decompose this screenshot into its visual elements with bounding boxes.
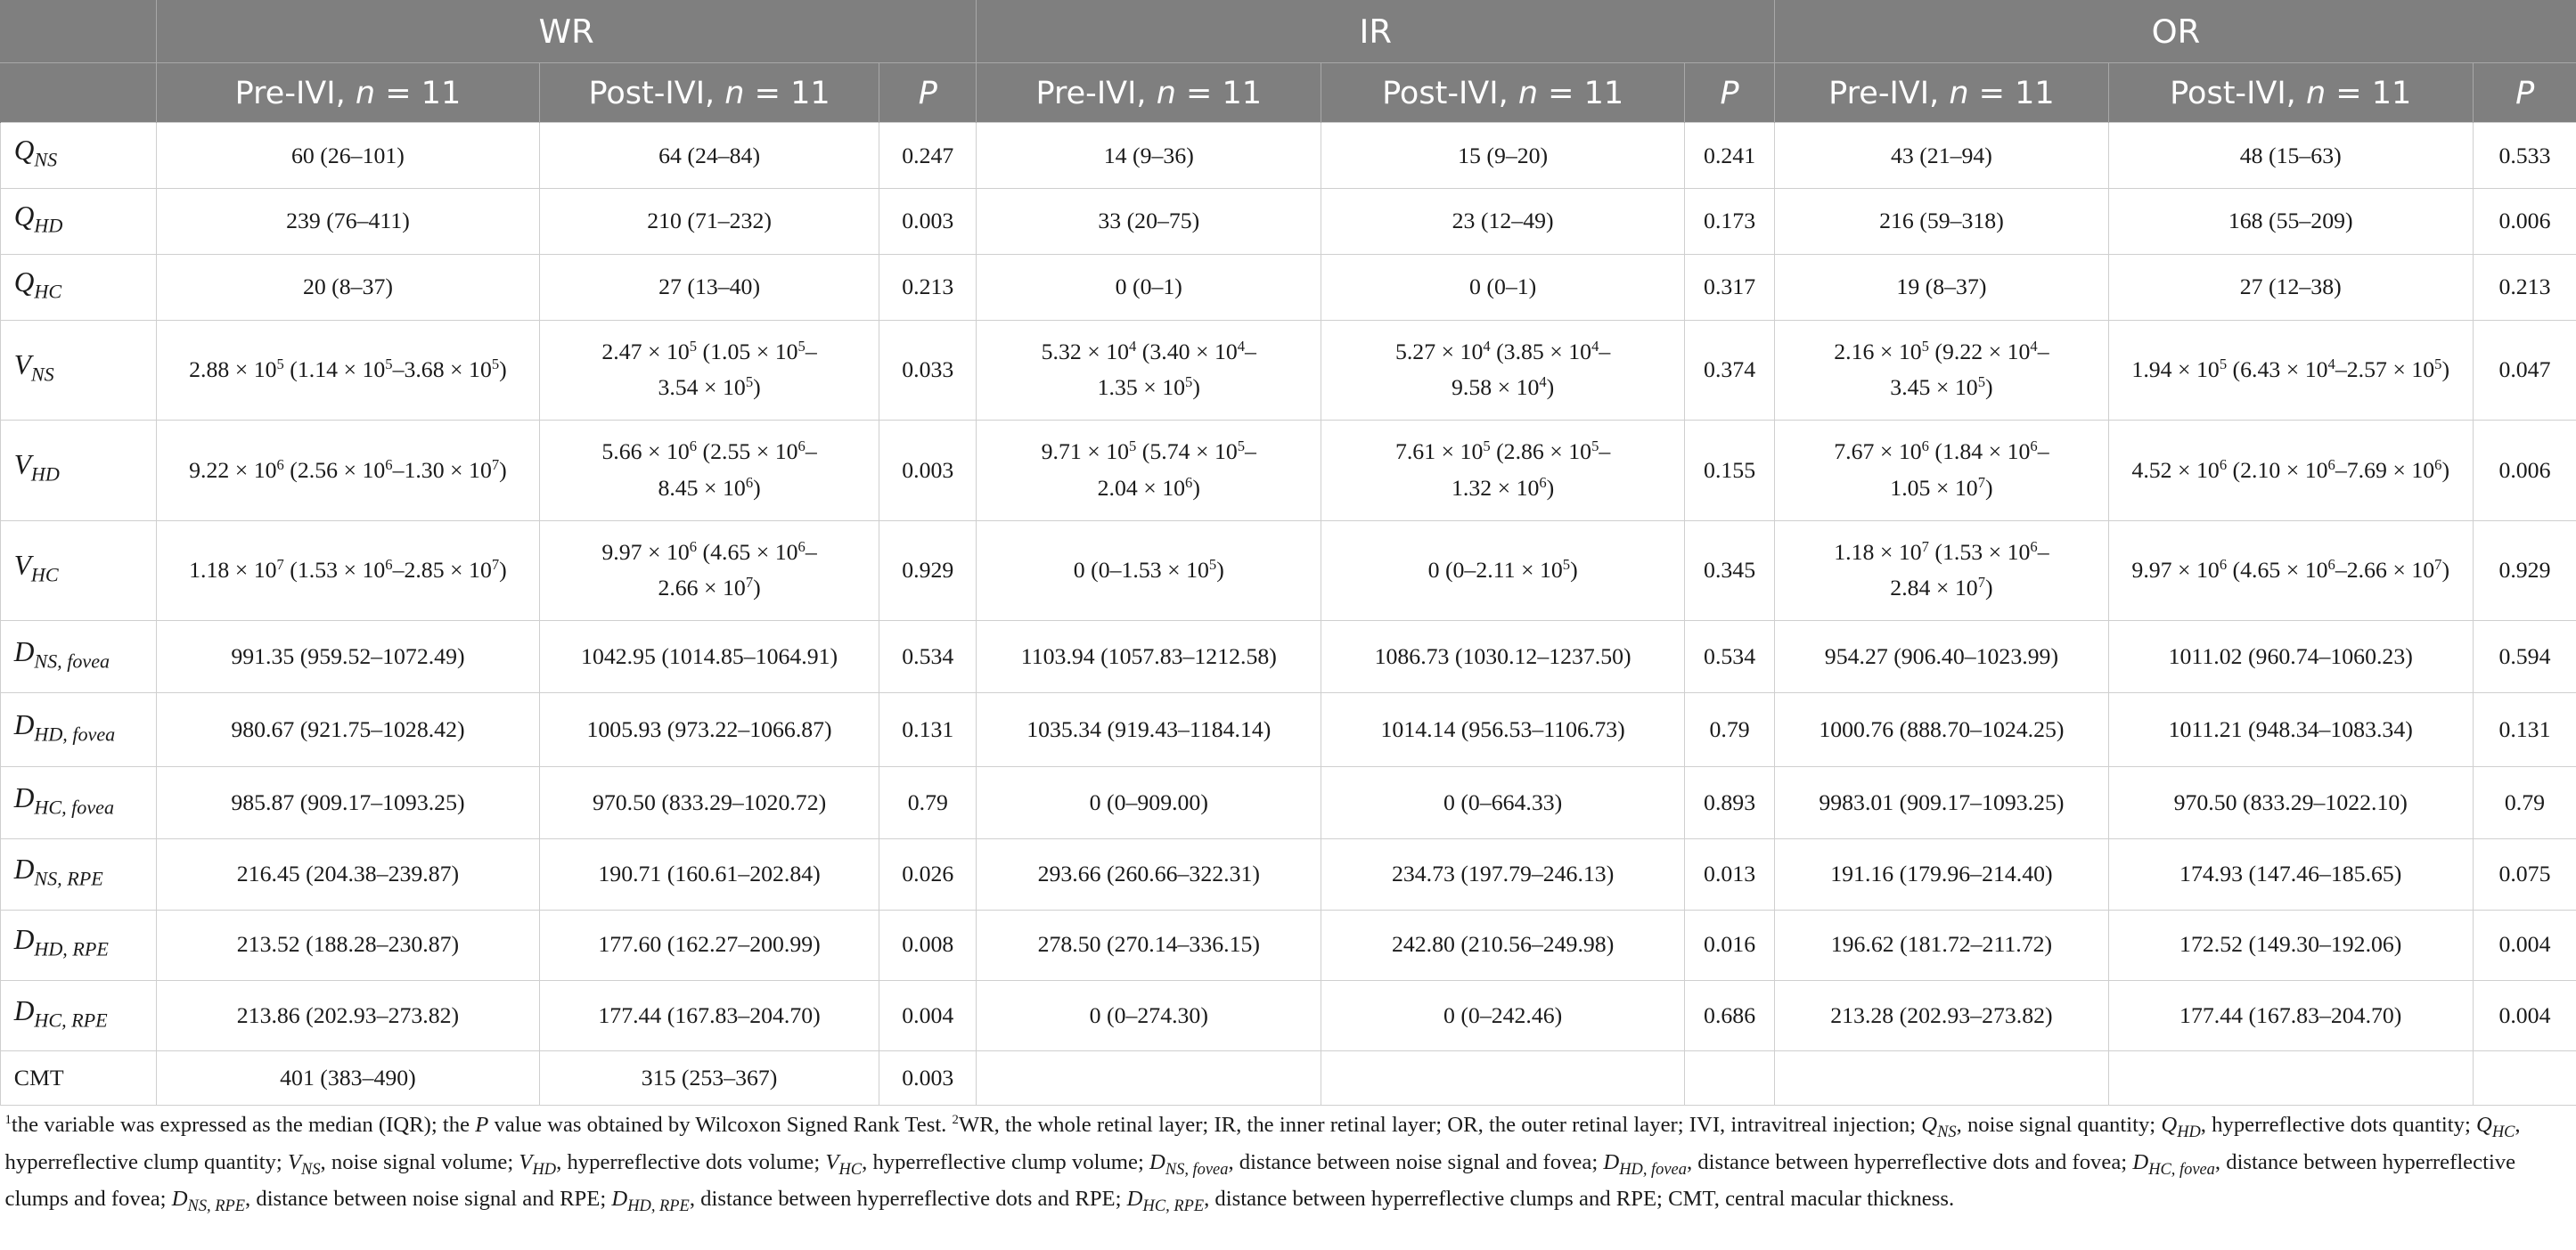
value-cell: 33 (20–75) (977, 189, 1321, 255)
p-value-cell (1684, 1051, 1774, 1106)
footnote-text: the variable was expressed as the median (IQR); the (11, 1113, 476, 1138)
value-cell: 20 (8–37) (157, 254, 540, 320)
value-cell: 0 (0–274.30) (977, 980, 1321, 1050)
row-label (1, 320, 157, 420)
value-cell: 1011.21 (948.34–1083.34) (2108, 693, 2473, 767)
p-value-cell: 0.131 (879, 693, 977, 767)
n-value: = 11 (2326, 74, 2412, 111)
row-label-symbol: D (13, 994, 35, 1026)
footnote-subscript: NS, fovea (1165, 1159, 1229, 1178)
value-cell: 174.93 (147.46–185.65) (2108, 839, 2473, 910)
footnote-symbol: V (287, 1149, 302, 1174)
p-value-cell: 0.213 (2473, 254, 2576, 320)
footnote-symbol: D (171, 1186, 188, 1211)
p-value-cell: 0.374 (1684, 320, 1774, 420)
value-cell: 196.62 (181.72–211.72) (1775, 910, 2108, 980)
n-label: n (1949, 74, 1969, 111)
row-label (1, 189, 157, 255)
footnote-subscript: HD (532, 1159, 557, 1178)
header-pre-ivi-wr (157, 63, 540, 123)
footnote-subscript: HD, fovea (1619, 1159, 1687, 1178)
value-cell: 293.66 (260.66–322.31) (977, 839, 1321, 910)
row-label-symbol: D (13, 635, 35, 667)
value-cell: $5.66 \times 10^6$ ($2.55 \times 10^6-$ $8.45 \times 10^6$) (539, 421, 879, 520)
value-cell: 1000.76 (888.70–1024.25) (1775, 693, 2108, 767)
row-label-subscript: NS, fovea (34, 650, 110, 673)
row-label (1, 1051, 157, 1106)
value-cell: $2.47 \times 10^5$ ($1.05 \times 10^5-$ $3.54 \times 10^5$) (539, 320, 879, 420)
p-value-cell: 0.79 (1684, 693, 1774, 767)
footnote-symbol: V (825, 1149, 839, 1174)
value-cell: 1086.73 (1030.12–1237.50) (1321, 621, 1684, 693)
pre-label: Pre-IVI, (234, 74, 356, 111)
p-value-cell: 0.075 (2473, 839, 2576, 910)
value-cell: 191.16 (179.96–214.40) (1775, 839, 2108, 910)
header-post-ivi-wr (539, 63, 879, 123)
table-footnotes (0, 1110, 2574, 1220)
row-label-subscript: HC, RPE (34, 1008, 108, 1031)
row-label-subscript: HC (34, 280, 62, 303)
value-cell: 980.67 (921.75–1028.42) (157, 693, 540, 767)
footnote-text: , noise signal volume; (320, 1149, 519, 1174)
value-cell: 177.44 (167.83–204.70) (539, 980, 879, 1050)
value-cell: 1035.34 (919.43–1184.14) (977, 693, 1321, 767)
footnote-text: , distance between hyperreflective clumps and RPE; CMT, central macular thickness. (1204, 1186, 1955, 1211)
footnote-text: , hyperreflective dots volume; (556, 1149, 826, 1174)
footnote-subscript: NS, RPE (187, 1196, 246, 1214)
value-cell: 177.60 (162.27–200.99) (539, 910, 879, 980)
footnote-symbol: D (1149, 1149, 1165, 1174)
value-cell: 0 $(0-1.53 \times 10^5)$ (977, 520, 1321, 620)
p-value-cell: 0.317 (1684, 254, 1774, 320)
post-label: Post-IVI, (588, 74, 725, 111)
table-row (1, 520, 2576, 620)
n-label: n (724, 74, 745, 111)
value-cell: 0 (0–909.00) (977, 767, 1321, 839)
value-cell: 23 (12–49) (1321, 189, 1684, 255)
value-cell: 1042.95 (1014.85–1064.91) (539, 621, 879, 693)
footnote-symbol: D (1126, 1186, 1143, 1211)
n-label: n (2305, 74, 2327, 111)
group-header-row (1, 0, 2576, 63)
footnote-symbol: P (475, 1113, 489, 1138)
header-p-ir (1684, 63, 1774, 123)
value-cell: 48 (15–63) (2108, 123, 2473, 189)
header-pre-ivi-or (1775, 63, 2108, 123)
value-cell: $9.71 \times 10^5$ ($5.74 \times 10^5-$ $2.04 \times 10^6$) (977, 421, 1321, 520)
footnote-text: value was obtained by Wilcoxon Signed Rank Test. (488, 1113, 953, 1138)
p-value-cell: 0.003 (879, 421, 977, 520)
value-cell: 970.50 (833.29–1020.72) (539, 767, 879, 839)
header-post-ivi-ir (1321, 63, 1684, 123)
p-value-cell: 0.686 (1684, 980, 1774, 1050)
value-cell: 177.44 (167.83–204.70) (2108, 980, 2473, 1050)
value-cell: 401 (383–490) (157, 1051, 540, 1106)
row-label (1, 693, 157, 767)
footnote-symbol: V (519, 1149, 533, 1174)
table-row (1, 910, 2576, 980)
footnote-text: , noise signal quantity; (1956, 1113, 2162, 1138)
value-cell: $4.52 \times 10^6$ $(2.10 \times 10^6-7.69 \times 10^6)$ (2108, 421, 2473, 520)
value-cell: 0 (0–664.33) (1321, 767, 1684, 839)
table-row (1, 621, 2576, 693)
p-value-cell: 0.534 (879, 621, 977, 693)
value-cell: 64 (24–84) (539, 123, 879, 189)
row-label-symbol: V (13, 348, 31, 380)
p-value-cell: 0.247 (879, 123, 977, 189)
p-value-cell: 0.533 (2473, 123, 2576, 189)
value-cell: $1.18 \times 10^7$ ($1.53 \times 10^6-$ $2.84 \times 10^7$) (1775, 520, 2108, 620)
row-label-symbol: D (13, 853, 35, 885)
p-value-cell: 0.033 (879, 320, 977, 420)
p-value-cell: 0.241 (1684, 123, 1774, 189)
value-cell: 0 $(0-2.11 \times 10^5)$ (1321, 520, 1684, 620)
value-cell (1775, 1051, 2108, 1106)
footnote-subscript: HC, fovea (2148, 1159, 2215, 1178)
value-cell: 172.52 (149.30–192.06) (2108, 910, 2473, 980)
value-cell: 1005.93 (973.22–1066.87) (539, 693, 879, 767)
n-value: = 11 (1175, 74, 1263, 111)
row-label-symbol: V (13, 549, 31, 581)
value-cell: $2.88 \times 10^5$ $(1.14 \times 10^5-3.68 \times 10^5)$ (157, 320, 540, 420)
group-header-wr: WR (157, 0, 977, 63)
row-label-subscript: NS (30, 363, 54, 386)
p-value-cell: 0.004 (879, 980, 977, 1050)
value-cell: 216 (59–318) (1775, 189, 2108, 255)
value-cell: 9983.01 (909.17–1093.25) (1775, 767, 2108, 839)
row-label-subscript: HD (34, 214, 63, 237)
value-cell: 213.52 (188.28–230.87) (157, 910, 540, 980)
pre-label: Pre-IVI, (1035, 74, 1157, 111)
value-cell: 315 (253–367) (539, 1051, 879, 1106)
row-label-subscript: NS (34, 148, 58, 171)
footnote-symbol: Q (1921, 1113, 1938, 1138)
footnote-subscript: NS (1937, 1123, 1957, 1141)
p-value-cell: 0.534 (1684, 621, 1774, 693)
header-p-or (2473, 63, 2576, 123)
p-value-cell: 0.003 (879, 1051, 977, 1106)
sub-header-row (1, 63, 2576, 123)
value-cell: $1.94 \times 10^5$ $(6.43 \times 10^4-2.57 \times 10^5)$ (2108, 320, 2473, 420)
footnote-text: , hyperreflective dots quantity; (2200, 1113, 2476, 1138)
footnote-text: , hyperreflective clump volume; (862, 1149, 1149, 1174)
p-value-cell: 0.893 (1684, 767, 1774, 839)
p-value-cell: 0.155 (1684, 421, 1774, 520)
value-cell: 1014.14 (956.53–1106.73) (1321, 693, 1684, 767)
footnote-subscript: HC (2491, 1123, 2515, 1141)
row-label (1, 421, 157, 520)
value-cell: 0 (0–1) (977, 254, 1321, 320)
row-label-symbol: D (13, 924, 35, 956)
n-label: n (1517, 74, 1539, 111)
table-row (1, 421, 2576, 520)
value-cell: 14 (9–36) (977, 123, 1321, 189)
value-cell: $7.67 \times 10^6$ ($1.84 \times 10^6-$ $1.05 \times 10^7$) (1775, 421, 2108, 520)
row-label (1, 910, 157, 980)
row-label (1, 123, 157, 189)
row-label-symbol: D (13, 781, 35, 813)
value-cell: 210 (71–232) (539, 189, 879, 255)
footnote-text: WR, the whole retinal layer; IR, the inner retinal layer; OR, the outer retinal layer; IVI, intravitreal injection; (958, 1113, 1922, 1138)
row-label (1, 621, 157, 693)
p-value-cell: 0.008 (879, 910, 977, 980)
value-cell: 213.86 (202.93–273.82) (157, 980, 540, 1050)
footnote-text: , distance between hyperreflective dots and fovea; (1686, 1149, 2133, 1174)
row-label-symbol: Q (13, 200, 35, 233)
value-cell: 60 (26–101) (157, 123, 540, 189)
row-label-subscript: HC, fovea (34, 796, 115, 819)
value-cell: 1011.02 (960.74–1060.23) (2108, 621, 2473, 693)
footnote-text: , distance between noise signal and fovea; (1228, 1149, 1604, 1174)
value-cell: 190.71 (160.61–202.84) (539, 839, 879, 910)
p-value-cell: 0.004 (2473, 910, 2576, 980)
corner-cell-2 (1, 63, 157, 123)
row-label-subscript: HD, RPE (34, 937, 109, 960)
row-label-symbol: CMT (13, 1064, 64, 1091)
table-body (1, 123, 2576, 1106)
p-label: P (918, 74, 937, 111)
header-p-wr (879, 63, 977, 123)
footnote-symbol: D (611, 1186, 628, 1211)
row-label-symbol: D (13, 708, 35, 740)
footnote-subscript: HC, RPE (1142, 1196, 1205, 1214)
footnote-marker: 2 (952, 1113, 959, 1128)
row-label-subscript: HD, fovea (34, 723, 116, 746)
row-label-subscript: NS, RPE (34, 867, 103, 890)
value-cell: 985.87 (909.17–1093.25) (157, 767, 540, 839)
p-value-cell (2473, 1051, 2576, 1106)
value-cell: 19 (8–37) (1775, 254, 2108, 320)
p-value-cell: 0.131 (2473, 693, 2576, 767)
value-cell: 213.28 (202.93–273.82) (1775, 980, 2108, 1050)
value-cell: 0 (0–242.46) (1321, 980, 1684, 1050)
post-label: Post-IVI, (1382, 74, 1518, 111)
value-cell: 970.50 (833.29–1022.10) (2108, 767, 2473, 839)
p-label: P (2515, 74, 2535, 111)
table-row (1, 123, 2576, 189)
header-pre-ivi-ir (977, 63, 1321, 123)
value-cell (977, 1051, 1321, 1106)
group-header-or: OR (1775, 0, 2576, 63)
footnote-text: , distance between noise signal and RPE; (245, 1186, 612, 1211)
corner-cell (1, 0, 157, 63)
value-cell: 15 (9–20) (1321, 123, 1684, 189)
table-row (1, 839, 2576, 910)
p-value-cell: 0.79 (2473, 767, 2576, 839)
value-cell: 954.27 (906.40–1023.99) (1775, 621, 2108, 693)
value-cell: 0 (0–1) (1321, 254, 1684, 320)
value-cell: 216.45 (204.38–239.87) (157, 839, 540, 910)
footnote-symbol: Q (2161, 1113, 2178, 1138)
table-row (1, 254, 2576, 320)
value-cell: 168 (55–209) (2108, 189, 2473, 255)
row-label (1, 254, 157, 320)
footnote-text: , distance between hyperreflective dots and RPE; (689, 1186, 1127, 1211)
n-value: = 11 (1538, 74, 1624, 111)
value-cell: 27 (12–38) (2108, 254, 2473, 320)
group-header-ir: IR (977, 0, 1775, 63)
value-cell (2108, 1051, 2473, 1106)
table-row (1, 1051, 2576, 1106)
p-value-cell: 0.173 (1684, 189, 1774, 255)
row-label-subscript: HC (30, 563, 59, 586)
p-value-cell: 0.006 (2473, 189, 2576, 255)
footnote-symbol: D (2132, 1149, 2149, 1174)
row-label-symbol: Q (13, 135, 35, 167)
row-label (1, 767, 157, 839)
n-label: n (355, 74, 376, 111)
n-value: = 11 (1968, 74, 2055, 111)
value-cell: $5.32 \times 10^4$ ($3.40 \times 10^4-$ $1.35 \times 10^5$) (977, 320, 1321, 420)
p-value-cell: 0.016 (1684, 910, 1774, 980)
value-cell: 278.50 (270.14–336.15) (977, 910, 1321, 980)
row-label-symbol: V (13, 449, 31, 481)
footnote-subscript: HD (2177, 1123, 2201, 1141)
header-post-ivi-or (2108, 63, 2473, 123)
value-cell: 234.73 (197.79–246.13) (1321, 839, 1684, 910)
value-cell: 27 (13–40) (539, 254, 879, 320)
p-value-cell: 0.006 (2473, 421, 2576, 520)
table-row (1, 980, 2576, 1050)
p-value-cell: 0.345 (1684, 520, 1774, 620)
value-cell: 43 (21–94) (1775, 123, 2108, 189)
value-cell: $2.16 \times 10^5$ ($9.22 \times 10^4-$ $3.45 \times 10^5$) (1775, 320, 2108, 420)
footnote-symbol: D (1603, 1149, 1620, 1174)
value-cell: $9.97 \times 10^6$ $(4.65 \times 10^6-2.66 \times 10^7)$ (2108, 520, 2473, 620)
footnote-marker: 1 (4, 1113, 12, 1128)
p-value-cell: 0.929 (879, 520, 977, 620)
value-cell: $7.61 \times 10^5$ ($2.86 \times 10^5-$ $1.32 \times 10^6$) (1321, 421, 1684, 520)
p-value-cell: 0.003 (879, 189, 977, 255)
value-cell: 1103.94 (1057.83–1212.58) (977, 621, 1321, 693)
p-value-cell: 0.929 (2473, 520, 2576, 620)
value-cell: 239 (76–411) (157, 189, 540, 255)
value-cell: $9.97 \times 10^6$ ($4.65 \times 10^6-$ $2.66 \times 10^7$) (539, 520, 879, 620)
row-label (1, 980, 157, 1050)
n-value: = 11 (744, 74, 830, 111)
p-label: P (1720, 74, 1739, 111)
table-row (1, 767, 2576, 839)
footnote-subscript: NS (301, 1159, 321, 1178)
footnote-text: , distance between hyperreflective clumps and fovea; (4, 1149, 2516, 1211)
row-label-subscript: HD (30, 462, 60, 486)
p-value-cell: 0.004 (2473, 980, 2576, 1050)
value-cell: $1.18 \times 10^7$ $(1.53 \times 10^6-2.85 \times 10^7)$ (157, 520, 540, 620)
p-value-cell: 0.026 (879, 839, 977, 910)
pre-label: Pre-IVI, (1828, 74, 1950, 111)
value-cell: $5.27 \times 10^4$ ($3.85 \times 10^4-$ $9.58 \times 10^4$) (1321, 320, 1684, 420)
n-label: n (1156, 74, 1176, 111)
p-value-cell: 0.594 (2473, 621, 2576, 693)
row-label-symbol: Q (13, 266, 35, 298)
footnote-subscript: HD, RPE (627, 1196, 690, 1214)
row-label (1, 520, 157, 620)
p-value-cell: 0.013 (1684, 839, 1774, 910)
row-label (1, 839, 157, 910)
value-cell: $9.22 \times 10^6$ $(2.56 \times 10^6-1.30 \times 10^7)$ (157, 421, 540, 520)
value-cell: 991.35 (959.52–1072.49) (157, 621, 540, 693)
footnote-symbol: Q (2475, 1113, 2492, 1138)
p-value-cell: 0.047 (2473, 320, 2576, 420)
value-cell (1321, 1051, 1684, 1106)
table-row (1, 320, 2576, 420)
p-value-cell: 0.79 (879, 767, 977, 839)
footnote-text: , hyperreflective clump quantity; (4, 1113, 2521, 1174)
value-cell: 242.80 (210.56–249.98) (1321, 910, 1684, 980)
n-value: = 11 (375, 74, 462, 111)
table-row (1, 693, 2576, 767)
table-row (1, 189, 2576, 255)
post-label: Post-IVI, (2170, 74, 2306, 111)
p-value-cell: 0.213 (879, 254, 977, 320)
footnote-subscript: HC (838, 1159, 863, 1178)
